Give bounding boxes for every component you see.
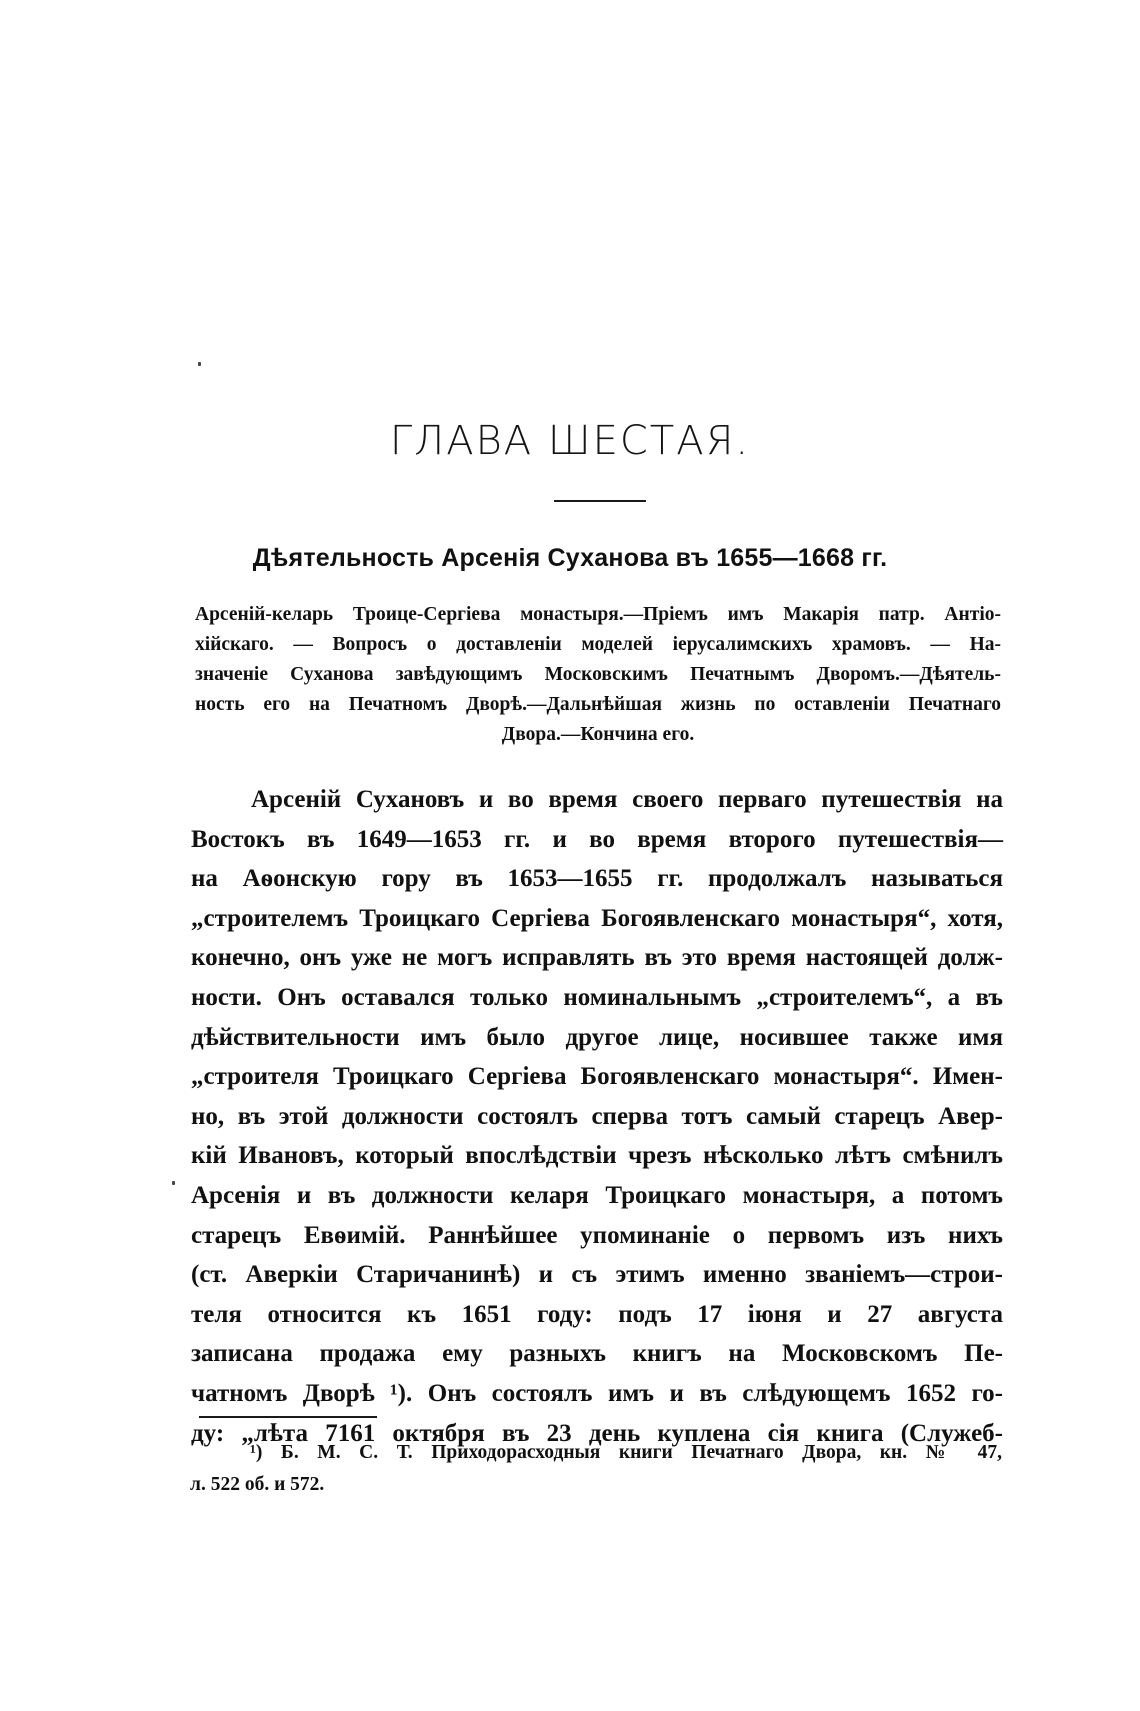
scan-speck [198, 362, 201, 366]
body-paragraph [191, 780, 1003, 1453]
body-line: „строителя Троицкаго Сергіева Богоявленскаго монастыря“. Имен- [191, 1063, 1003, 1091]
footnote-line: л. 522 об. и 572. [190, 1474, 325, 1495]
body-line: (ст. Аверкіи Старичанинѣ) и съ этимъ именно званіемъ—строи- [191, 1261, 1003, 1289]
summary-line: ность его на Печатномъ Дворѣ.—Дальнѣйшая жизнь по оставленіи Печатнаго [195, 694, 1001, 715]
body-line: дѣйствительности имъ было другое лице, носившее также имя [191, 1023, 1003, 1051]
footnote-line: ¹) Б. М. С. Т. Приходорасходныя книги Печатнаго Двора, кн. № 47, [250, 1442, 1002, 1463]
footnote-divider [199, 1416, 377, 1418]
chapter-summary [195, 600, 1001, 750]
summary-line: значеніе Суханова завѣдующимъ Московскимъ Печатнымъ Дворомъ.—Дѣятель- [195, 664, 1001, 685]
body-line: но, въ этой должности состоялъ сперва тотъ самый старецъ Авер- [191, 1102, 1003, 1130]
summary-line: Арсеній-келарь Троице-Сергіева монастыря.—Пріемъ имъ Макарія патр. Антіо- [195, 604, 1001, 625]
body-line: кій Ивановъ, который впослѣдствіи чрезъ нѣсколько лѣтъ смѣнилъ [191, 1142, 1003, 1170]
section-heading: Дѣятельность Арсенія Суханова въ 1655—1668 гг. [252, 544, 888, 572]
title-divider [554, 500, 646, 502]
body-line: Арсеній Сухановъ и во время своего перваго путешествія на [251, 786, 1003, 813]
chapter-title: ГЛАВА ШЕСТАЯ. [389, 418, 751, 464]
body-line: конечно, онъ уже не могъ исправлять въ это время настоящей долж- [191, 944, 1003, 972]
body-line: на Аѳонскую гору въ 1653—1655 гг. продолжалъ называться [191, 865, 1003, 893]
body-line: чатномъ Дворѣ ¹). Онъ состоялъ имъ и въ слѣдующемъ 1652 го- [191, 1379, 1003, 1407]
body-line: теля относится къ 1651 году: подъ 17 іюня и 27 августа [191, 1300, 1003, 1328]
scan-speck [172, 1181, 175, 1185]
body-line: записана продажа ему разныхъ книгъ на Московскомъ Пе- [191, 1340, 1003, 1368]
body-line: Востокъ въ 1649—1653 гг. и во время второго путешествія— [191, 825, 1003, 853]
summary-line: хійскаго. — Вопросъ о доставленіи моделей іерусалимскихъ храмовъ. — На- [195, 634, 1001, 655]
body-line: старецъ Евѳимій. Раннѣйшее упоминаніе о первомъ изъ нихъ [191, 1221, 1003, 1249]
summary-line: Двора.—Кончина его. [501, 724, 695, 745]
footnote [190, 1437, 1002, 1501]
body-line: ду: „лѣта 7161 октября въ 23 день куплена сія книга (Служеб- [191, 1419, 1003, 1447]
body-line: „строителемъ Троицкаго Сергіева Богоявленскаго монастыря“, хотя, [191, 904, 1003, 932]
body-line: Арсенія и въ должности келаря Троицкаго монастыря, а потомъ [191, 1181, 1003, 1209]
body-line: ности. Онъ оставался только номинальнымъ „строителемъ“, а въ [191, 983, 1003, 1011]
